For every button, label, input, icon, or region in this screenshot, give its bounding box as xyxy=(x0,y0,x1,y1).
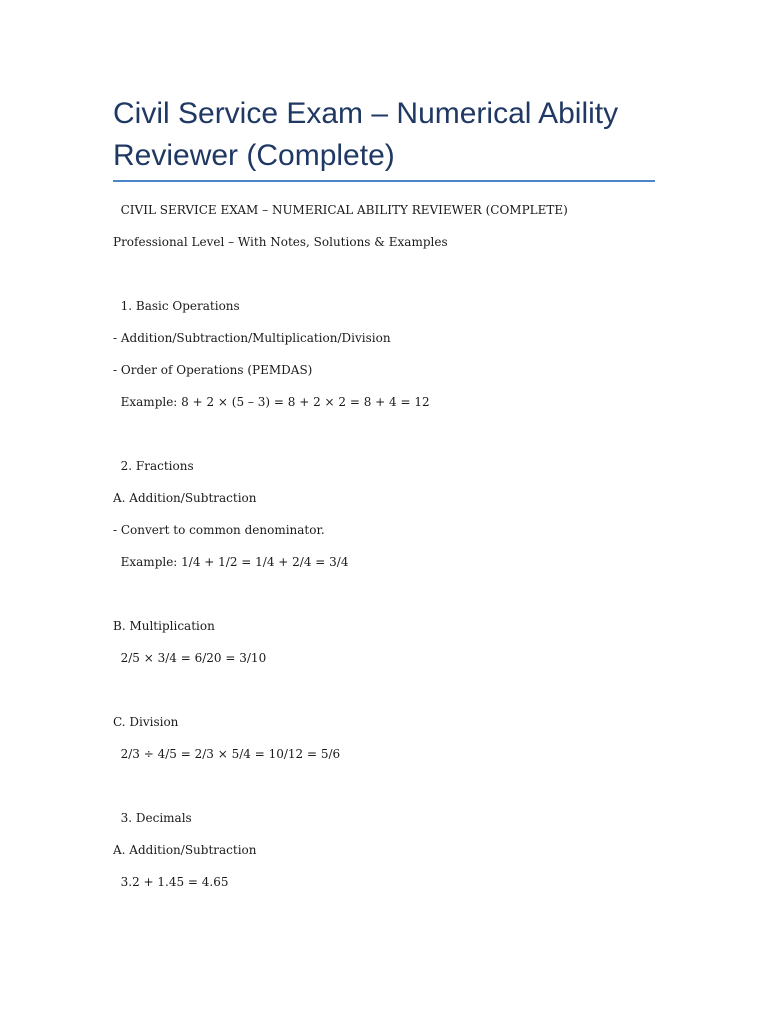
example-line: 2/3 ÷ 4/5 = 2/3 × 5/4 = 10/12 = 5/6 xyxy=(113,747,341,761)
example-line: Example: 8 + 2 × (5 – 3) = 8 + 2 × 2 = 8 + 4 = 12 xyxy=(113,395,430,409)
document-subheading-line: Professional Level – With Notes, Solutions & Examples xyxy=(113,235,448,249)
section-heading-fractions: 2. Fractions xyxy=(113,459,194,473)
list-item: - Convert to common denominator. xyxy=(113,523,325,537)
subsection-heading: C. Division xyxy=(113,715,179,729)
example-line: 3.2 + 1.45 = 4.65 xyxy=(113,875,229,889)
subsection-heading: A. Addition/Subtraction xyxy=(113,491,257,505)
example-line: 2/5 × 3/4 = 6/20 = 3/10 xyxy=(113,651,267,665)
subsection-heading: A. Addition/Subtraction xyxy=(113,843,257,857)
list-item: - Addition/Subtraction/Multiplication/Division xyxy=(113,331,391,345)
document-title: Civil Service Exam – Numerical Ability Reviewer (Complete) xyxy=(113,97,619,172)
section-heading-decimals: 3. Decimals xyxy=(113,811,192,825)
subsection-heading: B. Multiplication xyxy=(113,619,215,633)
example-line: Example: 1/4 + 1/2 = 1/4 + 2/4 = 3/4 xyxy=(113,555,349,569)
section-heading-basic-operations: 1. Basic Operations xyxy=(113,299,240,313)
document-heading-line: CIVIL SERVICE EXAM – NUMERICAL ABILITY REVIEWER (COMPLETE) xyxy=(113,203,568,217)
title-divider xyxy=(113,180,655,182)
list-item: - Order of Operations (PEMDAS) xyxy=(113,363,313,377)
